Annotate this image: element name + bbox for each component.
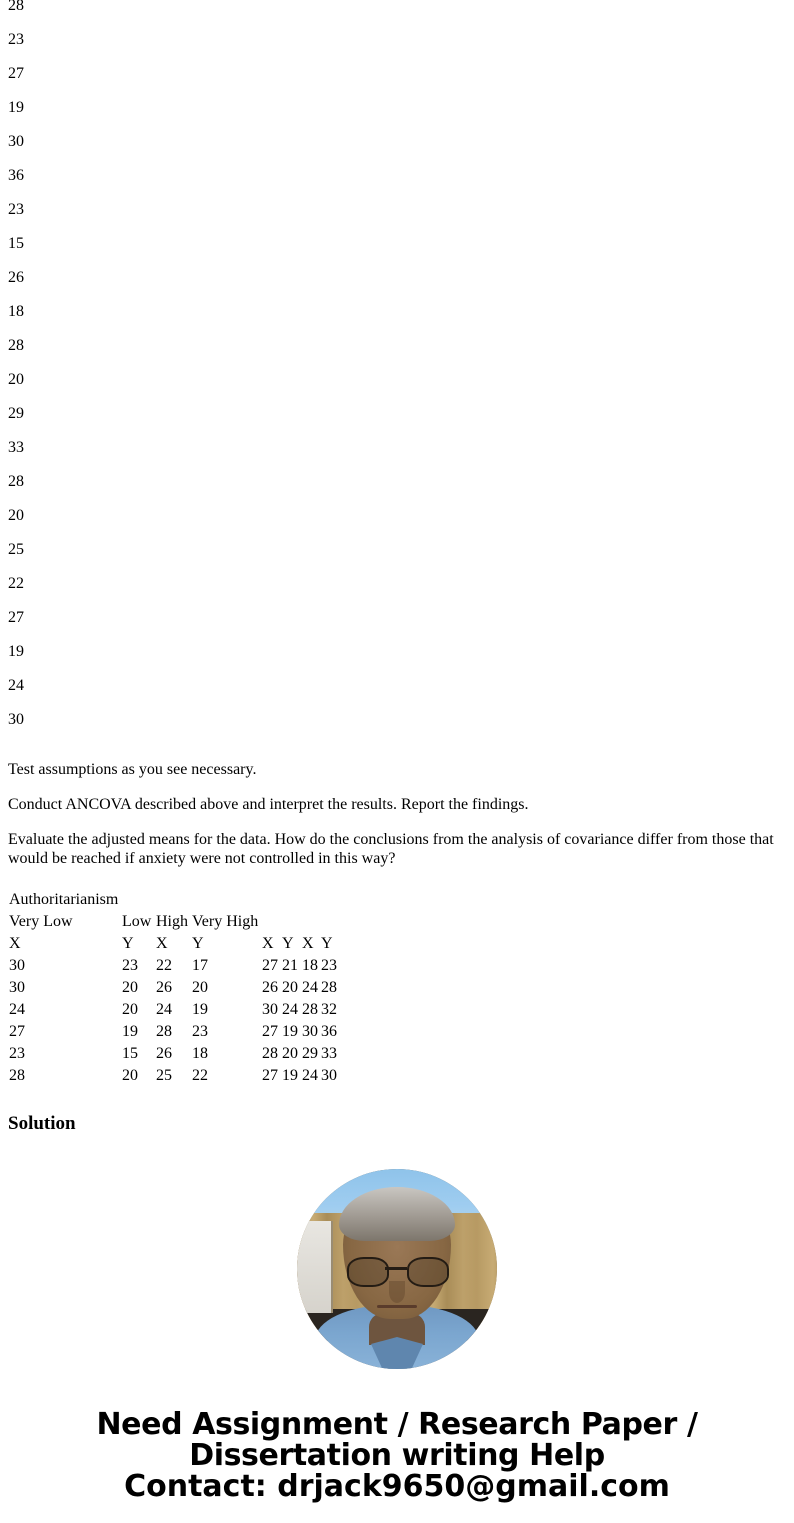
list-item: 27 bbox=[8, 65, 24, 82]
cell: 26 bbox=[156, 979, 172, 996]
avatar-left-panel bbox=[297, 1221, 333, 1313]
level-header-very-low: Very Low bbox=[9, 913, 73, 930]
cell: 27 bbox=[262, 1023, 278, 1040]
cell: 20 bbox=[122, 1001, 138, 1018]
cell: 15 bbox=[122, 1045, 138, 1062]
list-item: 22 bbox=[8, 575, 24, 592]
cell: 20 bbox=[122, 1067, 138, 1084]
cell: 19 bbox=[192, 1001, 208, 1018]
cell: 30 bbox=[321, 1067, 337, 1084]
group-title: Authoritarianism bbox=[9, 891, 119, 908]
cell: 28 bbox=[262, 1045, 278, 1062]
cell: 26 bbox=[262, 979, 278, 996]
cell: 19 bbox=[122, 1023, 138, 1040]
cell: 30 bbox=[302, 1023, 318, 1040]
cell: 28 bbox=[302, 1001, 318, 1018]
avatar-container bbox=[0, 1169, 794, 1369]
list-item: 15 bbox=[8, 235, 24, 252]
cell: 23 bbox=[9, 1045, 25, 1062]
authoritarianism-table bbox=[9, 889, 339, 1087]
table-variable-header-row bbox=[9, 933, 339, 955]
table-level-header-row bbox=[9, 911, 339, 933]
cell: 24 bbox=[9, 1001, 25, 1018]
cell: 36 bbox=[321, 1023, 337, 1040]
avatar-mouth bbox=[377, 1305, 417, 1308]
list-item: 33 bbox=[8, 439, 24, 456]
list-item: 28 bbox=[8, 473, 24, 490]
list-item: 27 bbox=[8, 609, 24, 626]
cell: 20 bbox=[282, 1045, 298, 1062]
promo-contact-email[interactable]: Contact: drjack9650@gmail.com bbox=[124, 1469, 670, 1504]
variable-header-y2: Y bbox=[192, 935, 204, 952]
variable-header-y4: Y bbox=[321, 935, 333, 952]
cell: 24 bbox=[302, 979, 318, 996]
cell: 30 bbox=[9, 957, 25, 974]
cell: 22 bbox=[156, 957, 172, 974]
variable-header-y3: Y bbox=[282, 935, 294, 952]
list-item: 20 bbox=[8, 507, 24, 524]
cell: 21 bbox=[282, 957, 298, 974]
cell: 24 bbox=[302, 1067, 318, 1084]
cell: 28 bbox=[156, 1023, 172, 1040]
cell: 25 bbox=[156, 1067, 172, 1084]
table-row bbox=[9, 1065, 339, 1087]
cell: 19 bbox=[282, 1023, 298, 1040]
cell: 20 bbox=[192, 979, 208, 996]
promo-headline: Need Assignment / Research Paper / Dissertation writing Help bbox=[96, 1407, 698, 1473]
cell: 30 bbox=[9, 979, 25, 996]
cell: 18 bbox=[192, 1045, 208, 1062]
variable-header-x4: X bbox=[302, 935, 314, 952]
cell: 23 bbox=[192, 1023, 208, 1040]
list-item: 25 bbox=[8, 541, 24, 558]
cell: 17 bbox=[192, 957, 208, 974]
cell: 29 bbox=[302, 1045, 318, 1062]
level-header-very-high: Very High bbox=[192, 913, 259, 930]
list-item: 28 bbox=[8, 337, 24, 354]
level-header-high: High bbox=[156, 913, 188, 930]
avatar-glasses-right-lens bbox=[407, 1257, 449, 1287]
table-row bbox=[9, 999, 339, 1021]
cell: 33 bbox=[321, 1045, 337, 1062]
cell: 24 bbox=[282, 1001, 298, 1018]
level-header-low: Low bbox=[122, 913, 152, 930]
variable-header-x1: X bbox=[9, 935, 21, 952]
list-item: 23 bbox=[8, 31, 24, 48]
cell: 26 bbox=[156, 1045, 172, 1062]
cell: 27 bbox=[262, 1067, 278, 1084]
cell: 27 bbox=[9, 1023, 25, 1040]
list-item: 19 bbox=[8, 99, 24, 116]
list-item: 30 bbox=[8, 133, 24, 150]
cell: 23 bbox=[321, 957, 337, 974]
avatar-glasses-left-lens bbox=[347, 1257, 389, 1287]
cell: 20 bbox=[282, 979, 298, 996]
avatar bbox=[297, 1169, 497, 1369]
cell: 18 bbox=[302, 957, 318, 974]
instruction-paragraph-3: Evaluate the adjusted means for the data. How do the conclusions from the analysis of covariance differ from those that would be reached if anxiety were not controlled in this way? bbox=[8, 831, 774, 867]
variable-header-y1: Y bbox=[122, 935, 134, 952]
list-item: 36 bbox=[8, 167, 24, 184]
list-item: 23 bbox=[8, 201, 24, 218]
cell: 28 bbox=[321, 979, 337, 996]
list-item: 24 bbox=[8, 677, 24, 694]
cell: 24 bbox=[156, 1001, 172, 1018]
variable-header-x2: X bbox=[156, 935, 168, 952]
cell: 19 bbox=[282, 1067, 298, 1084]
table-row bbox=[9, 955, 339, 977]
list-item: 26 bbox=[8, 269, 24, 286]
avatar-glasses-bridge bbox=[385, 1267, 407, 1270]
avatar-nose bbox=[389, 1281, 405, 1303]
leading-values-list bbox=[0, 0, 794, 737]
cell: 27 bbox=[262, 957, 278, 974]
list-item: 29 bbox=[8, 405, 24, 422]
cell: 20 bbox=[122, 979, 138, 996]
cell: 22 bbox=[192, 1067, 208, 1084]
promo-block bbox=[0, 1409, 794, 1502]
list-item: 30 bbox=[8, 711, 24, 728]
table-row bbox=[9, 1043, 339, 1065]
cell: 23 bbox=[122, 957, 138, 974]
cell: 28 bbox=[9, 1067, 25, 1084]
table-row bbox=[9, 1021, 339, 1043]
cell: 30 bbox=[262, 1001, 278, 1018]
table-group-title-row bbox=[9, 889, 339, 911]
cell: 32 bbox=[321, 1001, 337, 1018]
authoritarianism-table-wrapper bbox=[0, 889, 794, 1087]
table-row bbox=[9, 977, 339, 999]
variable-header-x3: X bbox=[262, 935, 274, 952]
list-item: 18 bbox=[8, 303, 24, 320]
instruction-paragraph-2: Conduct ANCOVA described above and interpret the results. Report the findings. bbox=[8, 796, 529, 813]
instruction-paragraph-1: Test assumptions as you see necessary. bbox=[8, 761, 257, 778]
list-item: 20 bbox=[8, 371, 24, 388]
page-title: Solution bbox=[8, 1113, 76, 1134]
list-item: 28 bbox=[8, 0, 24, 14]
list-item: 19 bbox=[8, 643, 24, 660]
